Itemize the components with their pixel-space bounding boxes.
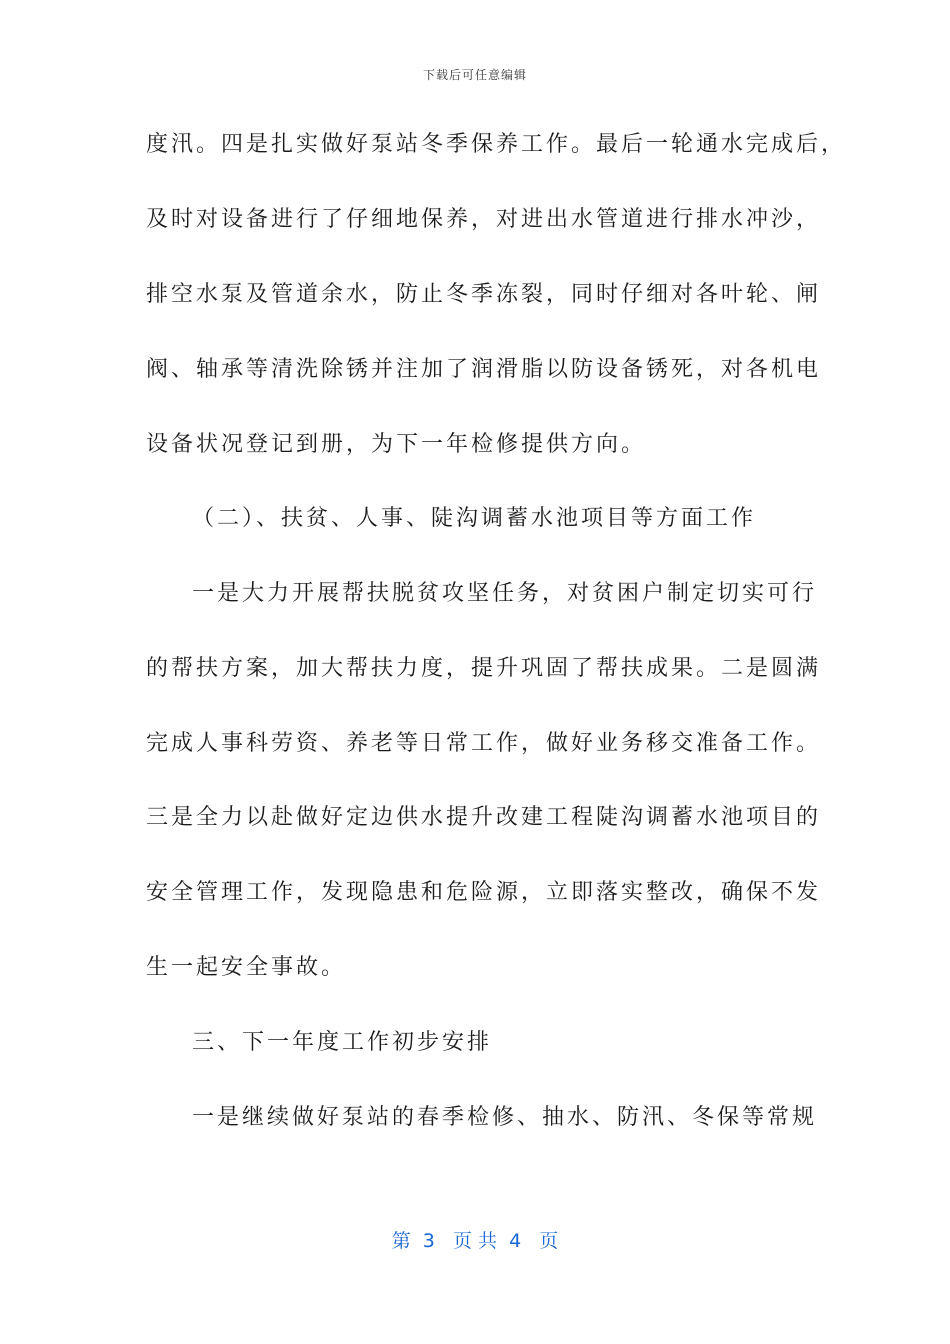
paragraph-line: 一是大力开展帮扶脱贫攻坚任务，对贫困户制定切实可行 (192, 581, 818, 606)
page-number-footer: 第 3 页 共 4 页 (391, 1230, 559, 1252)
paragraph-line: 完成人事科劳资、养老等日常工作，做好业务移交准备工作。 (146, 731, 822, 756)
paragraph-line: 度汛。四是扎实做好泵站冬季保养工作。最后一轮通水完成后， (146, 132, 847, 157)
section-heading: （二）、扶贫、人事、陡沟调蓄水池项目等方面工作 (192, 506, 757, 531)
paragraph-line: 安全管理工作，发现隐患和危险源，立即落实整改，确保不发 (146, 880, 822, 905)
paragraph-line: 三是全力以赴做好定边供水提升改建工程陡沟调蓄水池项目的 (146, 805, 822, 830)
paragraph-line: 生一起安全事故。 (146, 955, 347, 980)
header-note: 下载后可任意编辑 (422, 68, 527, 82)
paragraph-line: 的帮扶方案，加大帮扶力度，提升巩固了帮扶成果。二是圆满 (146, 656, 822, 681)
paragraph-line: 一是继续做好泵站的春季检修、抽水、防汛、冬保等常规 (192, 1105, 818, 1130)
paragraph-line: 及时对设备进行了仔细地保养，对进出水管道进行排水冲沙， (146, 207, 822, 232)
paragraph-line: 设备状况登记到册，为下一年检修提供方向。 (146, 432, 647, 457)
paragraph-line: 阀、轴承等清洗除锈并注加了润滑脂以防设备锈死，对各机电 (146, 357, 822, 382)
section-heading: 三、下一年度工作初步安排 (192, 1030, 493, 1055)
paragraph-line: 排空水泵及管道余水，防止冬季冻裂，同时仔细对各叶轮、闸 (146, 282, 822, 307)
